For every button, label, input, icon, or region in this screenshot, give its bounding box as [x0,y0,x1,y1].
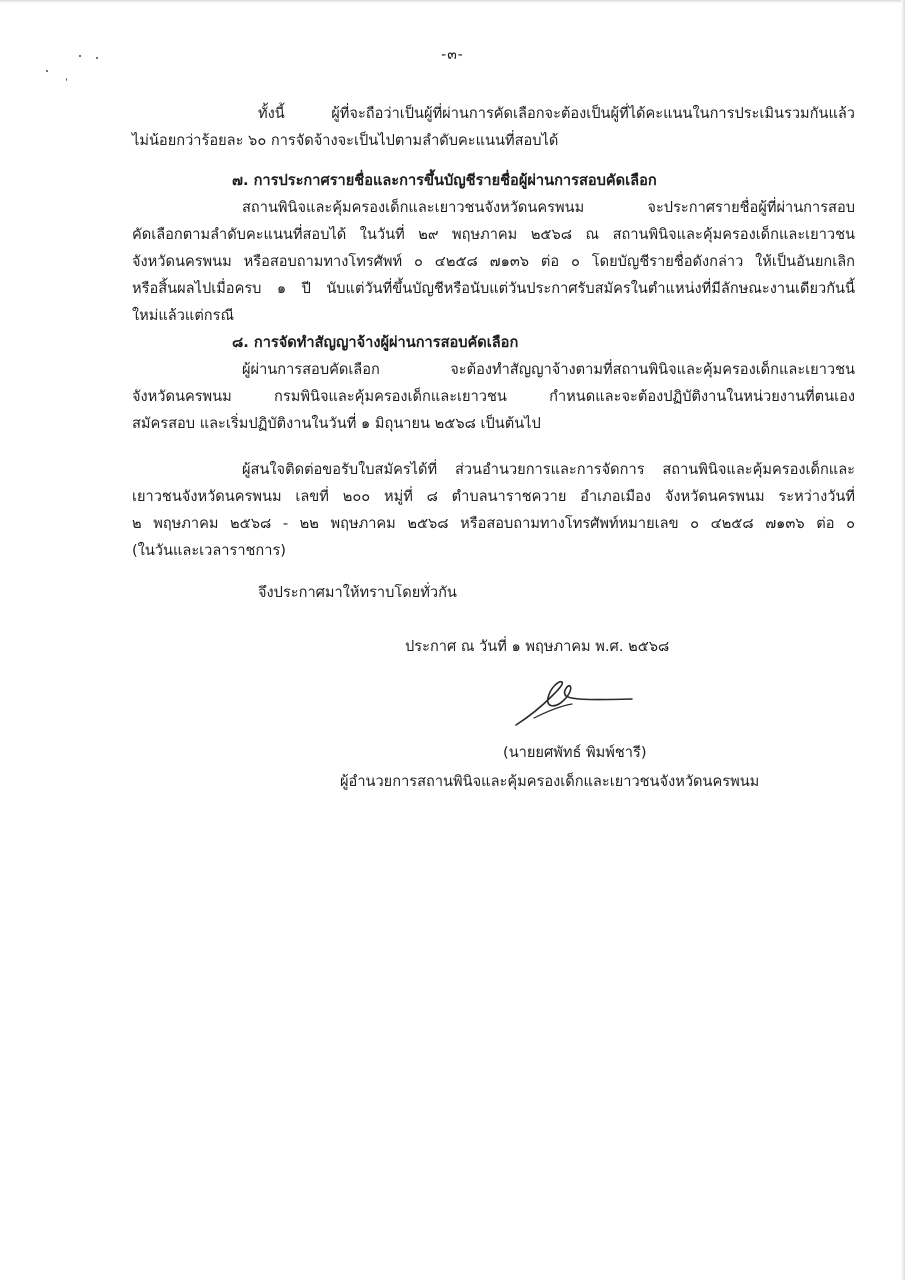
scan-edge [901,0,905,1280]
section-8-heading: ๘. การจัดทำสัญญาจ้างผู้ผ่านการสอบคัดเลือก [232,334,519,351]
section-7-line: ใหม่แล้วแต่กรณี [132,307,235,324]
page-number: -๓- [441,47,464,63]
contact-line: เยาวชนจังหวัดนครพนม เลขที่ ๒๐๐ หมู่ที่ ๘ ตำบลนาราชควาย อำเภอเมือง จังหวัดนครพนม ระหว่างวันที่ [132,488,855,505]
contact-line: ๒ พฤษภาคม ๒๕๖๘ - ๒๒ พฤษภาคม ๒๕๖๘ หรือสอบถามทางโทรศัพท์หมายเลข ๐ ๔๒๕๘ ๗๑๓๖ ต่อ ๐ [132,515,855,532]
section-7-line: หรือสิ้นผลไปเมื่อครบ ๑ ปี นับแต่วันที่ขึ้นบัญชีหรือนับแต่วันประกาศรับสมัครในตำแหน่งที่มีลักษณะงานเดียวกันนี้ [132,280,855,297]
section-7-line: คัดเลือกตามลำดับคะแนนที่สอบได้ ในวันที่ ๒๙ พฤษภาคม ๒๕๖๘ ณ สถานพินิจและคุ้มครองเด็กและเยาวชน [132,226,855,243]
section-8-line: ผู้ผ่านการสอบคัดเลือก จะต้องทำสัญญาจ้างตามที่สถานพินิจและคุ้มครองเด็กและเยาวชน [242,361,855,378]
contact-line: ผู้สนใจติดต่อขอรับใบสมัครได้ที่ ส่วนอำนวยการและการจัดการ สถานพินิจและคุ้มครองเด็กและ [242,461,855,478]
signature-stroke [516,682,632,725]
section-7-line: สถานพินิจและคุ้มครองเด็กและเยาวชนจังหวัดนครพนม จะประกาศรายชื่อผู้ที่ผ่านการสอบ [242,199,855,216]
signer-title: ผู้อำนวยการสถานพินิจและคุ้มครองเด็กและเยาวชนจังหวัดนครพนม [340,773,760,790]
handwritten-signature [512,678,637,730]
scan-edge [0,0,905,3]
contact-line: (ในวันและเวลาราชการ) [132,542,286,559]
signer-name: (นายยศพัทธ์ พิมพ์ชารี) [503,744,647,761]
scan-speck [46,70,48,72]
section-8-line: จังหวัดนครพนม กรมพินิจและคุ้มครองเด็กและเยาวชน กำหนดและจะต้องปฏิบัติงานในหน่วยงานที่ตนเอง [132,388,855,405]
scan-speck [66,78,67,81]
section-7-heading: ๗. การประกาศรายชื่อและการขึ้นบัญชีรายชื่อผู้ผ่านการสอบคัดเลือก [232,172,657,189]
intro-line-1: ทั้งนี้ ผู้ที่จะถือว่าเป็นผู้ที่ผ่านการคัดเลือกจะต้องเป็นผู้ที่ได้คะแนนในการประเมินรวมกันแล้ว [258,105,855,122]
section-8-line: สมัครสอบ และเริ่มปฏิบัติงานในวันที่ ๑ มิถุนายน ๒๕๖๘ เป็นต้นไป [132,415,541,432]
section-7-line: จังหวัดนครพนม หรือสอบถามทางโทรศัพท์ ๐ ๔๒๕๘ ๗๑๓๖ ต่อ ๐ โดยบัญชีรายชื่อดังกล่าว ให้เป็นอันยกเลิก [132,253,855,270]
closing-statement: จึงประกาศมาให้ทราบโดยทั่วกัน [258,584,457,601]
announcement-date: ประกาศ ณ วันที่ ๑ พฤษภาคม พ.ศ. ๒๕๖๘ [405,638,670,655]
intro-line-2: ไม่น้อยกว่าร้อยละ ๖๐ การจัดจ้างจะเป็นไปตามลำดับคะแนนที่สอบได้ [132,132,559,149]
